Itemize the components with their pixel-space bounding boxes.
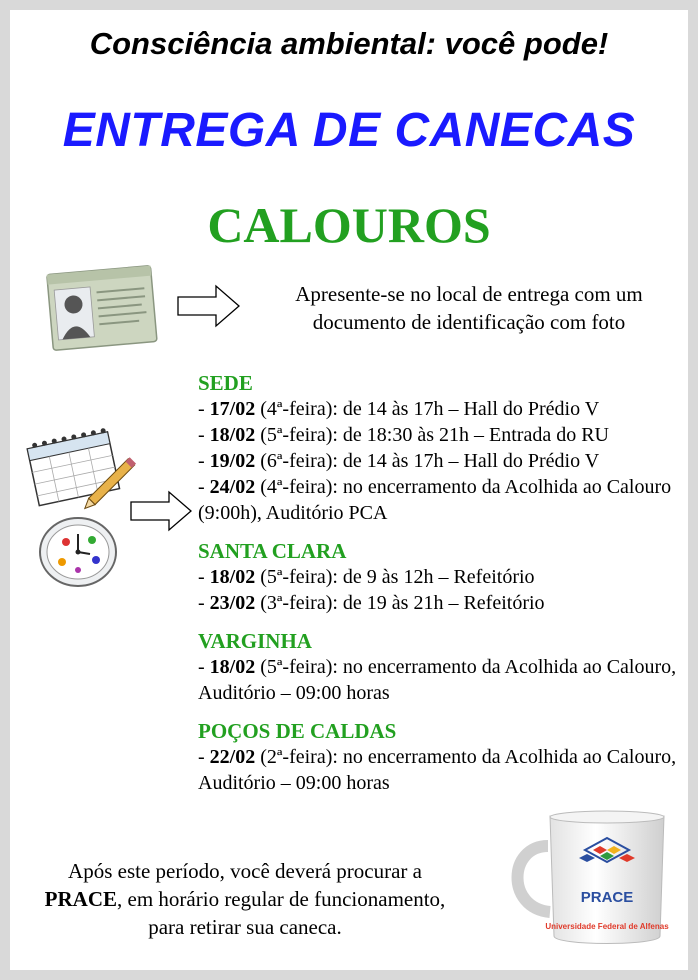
schedule-item: - 24/02 (4ª-feira): no encerramento da Acolhida ao Calouro (9:00h), Auditório PCA xyxy=(198,476,672,524)
clock-icon xyxy=(40,518,116,586)
schedule-item: - 19/02 (6ª-feira): de 14 às 17h – Hall do Prédio V xyxy=(198,450,600,472)
arrow-right-icon xyxy=(176,283,242,334)
schedule-date: 18/02 xyxy=(209,566,256,588)
schedule-detail: (4ª-feira): no encerramento da Acolhida ao Calouro (9:00h), Auditório PCA xyxy=(198,476,672,524)
schedule-date: 19/02 xyxy=(209,450,256,472)
schedule-date: 18/02 xyxy=(209,424,256,446)
instruction-text: Apresente-se no local de entrega com um documento de identificação com foto xyxy=(295,282,643,334)
schedule-detail: (5ª-feira): de 18:30 às 21h – Entrada do RU xyxy=(255,424,609,446)
id-card-icon xyxy=(42,262,162,362)
mug-icon xyxy=(498,808,678,958)
schedule-item: - 22/02 (2ª-feira): no encerramento da Acolhida ao Calouro, Auditório – 09:00 horas xyxy=(198,746,677,794)
schedule-item: - 23/02 (3ª-feira): de 19 às 21h – Refeitório xyxy=(198,592,545,614)
schedule-item: - 18/02 (5ª-feira): de 18:30 às 21h – Entrada do RU xyxy=(198,424,609,446)
campus-group-pocos-de-caldas xyxy=(198,718,688,796)
mug-brand: PRACE xyxy=(580,889,634,906)
footer-prace: PRACE xyxy=(44,887,118,911)
schedule-list xyxy=(198,370,688,808)
schedule-item: - 17/02 (4ª-feira): de 14 às 17h – Hall do Prédio V xyxy=(198,398,600,420)
campus-title: SEDE xyxy=(198,371,253,395)
footer-part2: , em horário regular de funcionamento, para retirar sua caneca. xyxy=(117,887,446,939)
arrow-right-icon xyxy=(129,490,193,537)
schedule-item: - 18/02 (5ª-feira): no encerramento da Acolhida ao Calouro, Auditório – 09:00 horas xyxy=(198,656,677,704)
footer-part1: Após este período, você deverá procurar a xyxy=(68,859,422,883)
mug-university: Universidade Federal de Alfenas xyxy=(545,922,669,931)
schedule-detail: (5ª-feira): no encerramento da Acolhida ao Calouro, Auditório – 09:00 horas xyxy=(198,656,677,704)
footer-text xyxy=(40,857,450,941)
tagline: Consciência ambiental: você pode! xyxy=(89,26,609,61)
schedule-date: 23/02 xyxy=(209,592,256,614)
campus-title: POÇOS DE CALDAS xyxy=(198,719,397,743)
campus-group-santa-clara xyxy=(198,538,688,616)
schedule-date: 22/02 xyxy=(209,746,256,768)
campus-title: VARGINHA xyxy=(198,629,312,653)
schedule-detail: (6ª-feira): de 14 às 17h – Hall do Prédio V xyxy=(255,450,600,472)
schedule-detail: (3ª-feira): de 19 às 21h – Refeitório xyxy=(255,592,545,614)
schedule-date: 18/02 xyxy=(209,656,256,678)
campus-group-varginha xyxy=(198,628,688,706)
schedule-item: - 18/02 (5ª-feira): de 9 às 12h – Refeitório xyxy=(198,566,535,588)
campus-group-sede xyxy=(198,370,688,526)
schedule-date: 17/02 xyxy=(209,398,256,420)
flyer-page xyxy=(10,10,688,970)
subheading: CALOUROS xyxy=(207,197,491,253)
schedule-detail: (4ª-feira): de 14 às 17h – Hall do Prédio V xyxy=(255,398,600,420)
headline: ENTREGA DE CANECAS xyxy=(62,104,636,157)
schedule-detail: (5ª-feira): de 9 às 12h – Refeitório xyxy=(255,566,535,588)
schedule-date: 24/02 xyxy=(209,476,256,498)
schedule-detail: (2ª-feira): no encerramento da Acolhida ao Calouro, Auditório – 09:00 horas xyxy=(198,746,677,794)
campus-title: SANTA CLARA xyxy=(198,539,347,563)
calendar-icon xyxy=(22,422,142,597)
